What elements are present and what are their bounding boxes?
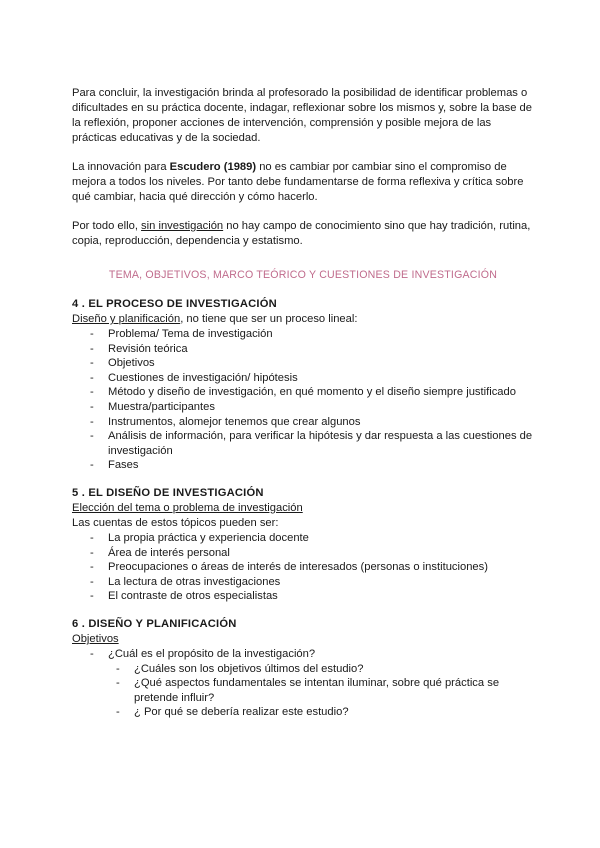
intro-paragraph-2 (72, 160, 534, 205)
list-item: - Muestra/participantes (72, 400, 534, 415)
section-5-heading: 5 . EL DISEÑO DE INVESTIGACIÓN (72, 486, 264, 499)
section-5-intro: Las cuentas de estos tópicos pueden ser: (72, 516, 279, 529)
list-item: - Fases (72, 458, 534, 473)
section-5-subtitle: Elección del tema o problema de investigación (72, 501, 303, 514)
section-6-list (72, 647, 534, 662)
list-item: - Área de interés personal (72, 546, 534, 561)
list-item: - Problema/ Tema de investigación (72, 327, 534, 342)
intro-paragraph-1: Para concluir, la investigación brinda al profesorado la posibilidad de identificar problemas o dificultades en su práctica docente, indagar, reflexionar sobre los mismos y, sobre la base de la reflexión, proponer acciones de intervención, comprensión y posible mejora de las prácticas educativas y de la sociedad. (72, 87, 532, 144)
section-4-list (72, 327, 534, 473)
section-4-sub-post: , no tiene que ser un proceso lineal: (180, 313, 358, 325)
list-item: - Objetivos (72, 356, 534, 371)
list-item: - Cuestiones de investigación/ hipótesis (72, 371, 534, 386)
list-item: - Método y diseño de investigación, en qué momento y el diseño siempre justificado (72, 385, 534, 400)
section-banner: TEMA, OBJETIVOS, MARCO TEÓRICO Y CUESTIONES DE INVESTIGACIÓN (108, 269, 498, 281)
p3-text-pre: Por todo ello, (72, 220, 142, 232)
p3-underlined: sin investigación (141, 220, 224, 232)
document-page (72, 86, 534, 720)
section-5-list (72, 531, 534, 604)
section-4-heading: 4 . EL PROCESO DE INVESTIGACIÓN (72, 298, 277, 310)
list-item: - Preocupaciones o áreas de interés de interesados (personas o instituciones) (72, 560, 534, 575)
list-item: - ¿Qué aspectos fundamentales se intentan iluminar, sobre qué práctica se pretende influir? (72, 676, 534, 705)
list-item: - La lectura de otras investigaciones (72, 575, 534, 590)
section-4-sub-underlined: Diseño y planificación (72, 313, 181, 325)
p2-text-post: no es cambiar por cambiar sino el compromiso de mejora a todos los niveles. Por tanto debe fundamentarse de forma reflexiva y crítica sobre qué cambiar, hacia qué dirección y cómo hacerlo. (72, 161, 524, 203)
list-item: - ¿Cuáles son los objetivos últimos del estudio? (72, 662, 534, 677)
section-6-heading: 6 . DISEÑO Y PLANIFICACIÓN (72, 617, 237, 630)
section-4-subtitle (72, 312, 534, 327)
p2-text-pre: La innovación para (72, 161, 170, 173)
list-item: - ¿Cuál es el propósito de la investigación? (72, 647, 534, 662)
list-item: - El contraste de otros especialistas (72, 589, 534, 604)
section-6-subtitle: Objetivos (72, 632, 119, 645)
list-item: - Revisión teórica (72, 342, 534, 357)
section-6-sublist (72, 662, 534, 720)
author-citation: Escudero (1989) (169, 161, 257, 173)
intro-paragraph-3 (72, 219, 534, 249)
list-item: - ¿ Por qué se debería realizar este estudio? (72, 705, 534, 720)
list-item: - La propia práctica y experiencia docente (72, 531, 534, 546)
list-item: - Instrumentos, alomejor tenemos que crear algunos (72, 415, 534, 430)
p3-text-post: no hay campo de conocimiento sino que hay tradición, rutina, copia, reproducción, dependencia y estatismo. (72, 220, 531, 247)
list-item: - Análisis de información, para verificar la hipótesis y dar respuesta a las cuestiones de investigación (72, 429, 534, 458)
